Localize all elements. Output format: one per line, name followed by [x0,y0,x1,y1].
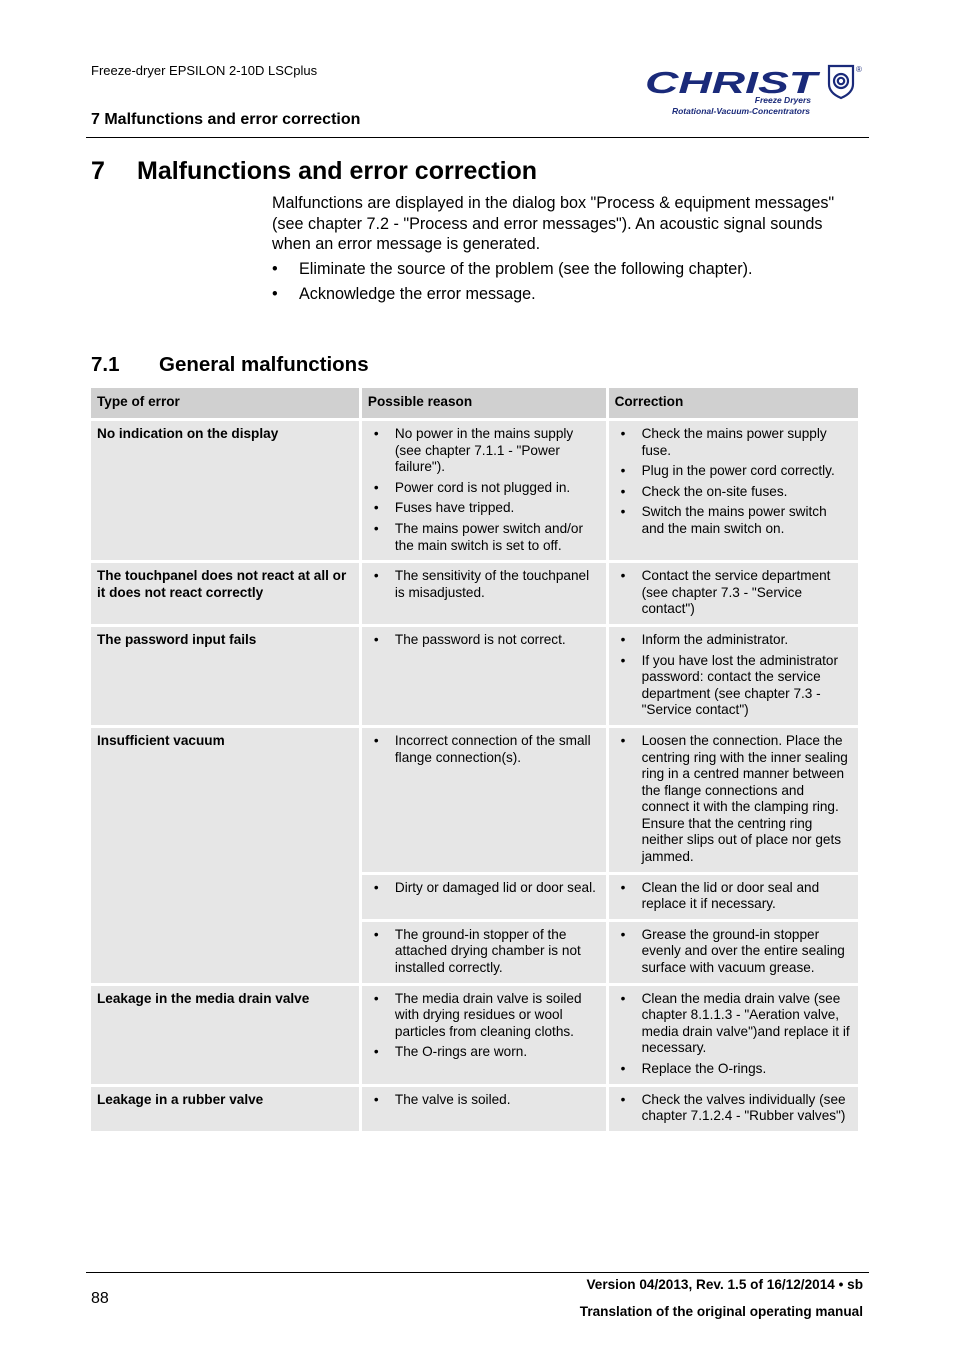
reason-cell [362,627,606,725]
correction-cell [609,728,858,872]
error-type: Leakage in the media drain valve [91,986,359,1084]
reason-cell [362,986,606,1084]
table-row [91,728,858,872]
chapter-number: 7 [91,157,105,185]
correction-cell [609,627,858,725]
version-info: Version 04/2013, Rev. 1.5 of 16/12/2014 • sb [586,1277,863,1292]
error-type: No indication on the display [91,421,359,560]
reason-item: • No power in the mains supply (see chapter 7.1.1 - "Power failure"). [368,426,600,476]
reason-item: • Power cord is not plugged in. [368,480,600,497]
reason-item: • The password is not correct. [368,632,600,649]
error-type: Leakage in a rubber valve [91,1087,359,1131]
running-section-title: 7 Malfunctions and error correction [91,111,361,128]
correction-item: • If you have lost the administrator password: contact the service department (see chapter 7.3 - "Service contact") [615,653,852,719]
error-type: Insufficient vacuum [91,728,359,983]
table-row [91,986,858,1084]
correction-item: • Check the mains power supply fuse. [615,426,852,459]
reason-cell [362,728,606,872]
reason-item: • The media drain valve is soiled with drying residues or wool particles from cleaning cloths. [368,991,600,1041]
correction-item: • Grease the ground-in stopper evenly and over the entire sealing surface with vacuum grease. [615,927,852,977]
reason-item: • The valve is soiled. [368,1092,600,1109]
correction-item: • Clean the lid or door seal and replace it if necessary. [615,880,852,913]
correction-cell [609,421,858,560]
correction-item: • Loosen the connection. Place the centring ring with the inner sealing ring in a centred manner between the flange connections and connect it with the clamping ring. Ensure that the centring ring neither slips out of place nor gets jammed. [615,733,852,866]
logo-tagline-rvc: Rotational-Vacuum-Concentrators [671,106,810,116]
chapter-bullet-list [272,259,862,309]
bullet-item: • Acknowledge the error message. [272,285,536,303]
correction-item: • Contact the service department (see chapter 7.3 - "Service contact") [615,568,852,618]
reason-item: • The sensitivity of the touchpanel is misadjusted. [368,568,600,601]
reason-cell [362,875,606,919]
table-header-row [91,388,858,418]
error-type: The password input fails [91,627,359,725]
correction-item: • Inform the administrator. [615,632,852,649]
reason-item: • Dirty or damaged lid or door seal. [368,880,600,897]
correction-item: • Check the valves individually (see chapter 7.1.2.4 - "Rubber valves") [615,1092,852,1125]
correction-cell [609,563,858,624]
correction-cell [609,1087,858,1131]
correction-item: • Check the on-site fuses. [615,484,852,501]
section-number: 7.1 [91,353,120,376]
reason-item: • Incorrect connection of the small flange connection(s). [368,733,600,766]
error-type: The touchpanel does not react at all or it does not react correctly [91,563,359,624]
malfunctions-table [88,385,861,1134]
reason-cell [362,922,606,983]
table-row [91,421,858,560]
logo-wordmark: CHRIST [645,65,822,100]
spiral-shield-icon [829,66,853,98]
translation-note: Translation of the original operating manual [579,1304,863,1319]
correction-item: • Replace the O-rings. [615,1061,852,1078]
chapter-heading [91,157,537,186]
reason-cell [362,563,606,624]
reason-cell [362,1087,606,1131]
bullet-item: • Eliminate the source of the problem (see the following chapter). [272,260,753,278]
reason-cell [362,421,606,560]
column-header-correction: Correction [609,388,858,418]
page-number: 88 [91,1290,109,1307]
correction-cell [609,922,858,983]
column-header-type: Type of error [91,388,359,418]
reason-item: • The O-rings are worn. [368,1044,600,1061]
chapter-title: Malfunctions and error correction [137,157,538,185]
chapter-intro: Malfunctions are displayed in the dialog box "Process & equipment messages" (see chapter 7.2 - "Process and error messages"). An acoustic signal sounds when an error message is generated. [272,194,835,253]
table-row [91,563,858,624]
section-title: General malfunctions [159,353,369,376]
registered-mark: ® [856,65,862,74]
header-divider [86,137,869,138]
table-row [91,1087,858,1131]
footer-divider [86,1272,869,1273]
logo-tagline-freeze-dryers: Freeze Dryers [754,95,811,105]
reason-item: • The ground-in stopper of the attached drying chamber is not installed correctly. [368,927,600,977]
document-title: Freeze-dryer EPSILON 2-10D LSCplus [91,63,318,78]
correction-item: • Clean the media drain valve (see chapter 8.1.1.3 - "Aeration valve, media drain valve")and replace it if necessary. [615,991,852,1057]
christ-logo [643,62,865,118]
reason-item: • Fuses have tripped. [368,500,600,517]
column-header-reason: Possible reason [362,388,606,418]
correction-item: • Plug in the power cord correctly. [615,463,852,480]
correction-item: • Switch the mains power switch and the main switch on. [615,504,852,537]
section-heading [91,353,369,377]
reason-item: • The mains power switch and/or the main switch is set to off. [368,521,600,554]
table-row [91,627,858,725]
correction-cell [609,875,858,919]
correction-cell [609,986,858,1084]
